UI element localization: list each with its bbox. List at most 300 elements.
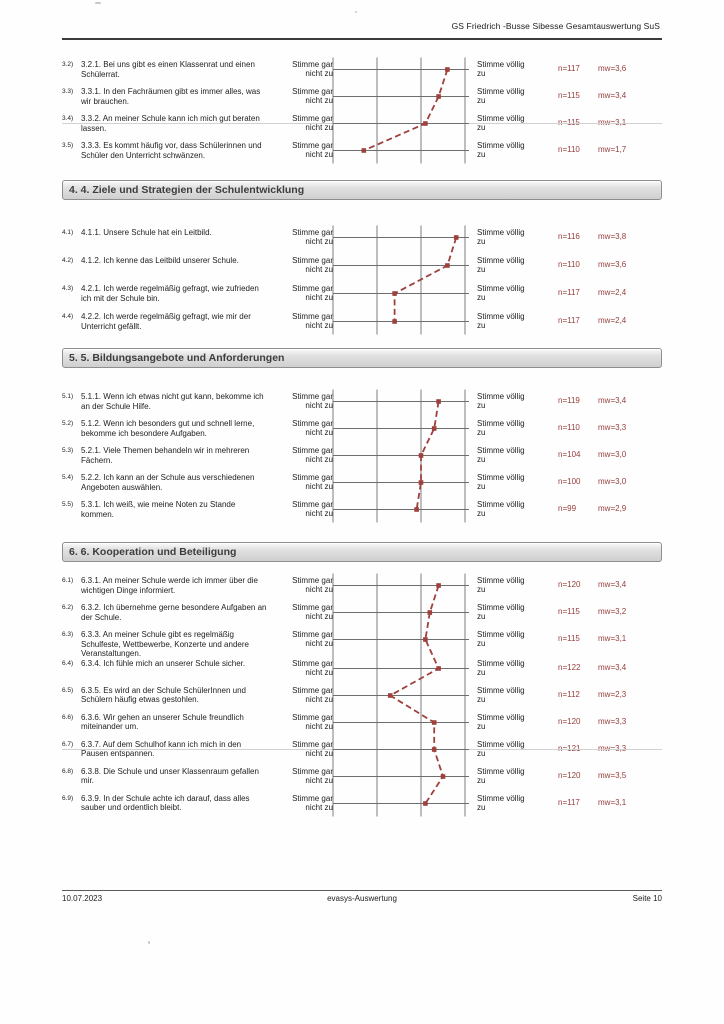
- scale-right-label-line2: zu: [477, 96, 486, 105]
- item-stats: [537, 686, 640, 699]
- question-row: [62, 141, 662, 168]
- footer-rule: [62, 890, 662, 891]
- scale-left-label: [277, 659, 333, 677]
- question-text: 3.3.1. In den Fachräumen gibt es immer alles, was wir brauchen.: [81, 87, 261, 106]
- scale-left-label-line2: nicht zu: [305, 321, 333, 330]
- scale-left-label: [277, 392, 333, 410]
- scale-left-label: [277, 767, 333, 785]
- question-ref: 5.3): [62, 447, 74, 454]
- question-ref: 6.8): [62, 767, 74, 775]
- question-ref: 6.2): [62, 604, 74, 611]
- scale-left-label-line1: Stimme gar: [292, 500, 333, 509]
- question-text: 6.3.9. In der Schule achte ich darauf, dass alles sauber und ordentlich bleibt.: [81, 793, 250, 813]
- stats-n: n=110: [558, 260, 580, 269]
- scale-right-label-line1: Stimme völlig: [477, 256, 525, 265]
- stats-n: n=121: [558, 743, 581, 753]
- stats-n: n=116: [558, 232, 580, 241]
- section-title: 5. 5. Bildungsangebote und Anforderungen: [69, 352, 285, 364]
- question-ref: 5.1): [62, 393, 74, 400]
- scale-left-label-line2: nicht zu: [305, 293, 333, 302]
- stats-n: n=120: [558, 770, 581, 780]
- question-ref: 5.4): [62, 474, 74, 481]
- chart-cell: [333, 603, 473, 623]
- question-text: 6.3.5. Es wird an der Schule SchülerInnen und Schülern häufig etwas gestohlen.: [81, 685, 246, 705]
- scale-right-label: [477, 500, 537, 518]
- question-row: [62, 713, 662, 740]
- question-row: [62, 87, 662, 114]
- footer-page-number: Seite 10: [632, 894, 662, 903]
- item-stats: [537, 141, 640, 154]
- question-ref: 3.3): [62, 88, 74, 95]
- chart-rows: [62, 392, 662, 527]
- scale-right-label: [477, 740, 537, 758]
- scale-left-label: [277, 500, 333, 518]
- stats-mw: mw=3,1: [598, 118, 627, 127]
- chart-cell: [333, 256, 473, 276]
- chart-cell: [333, 60, 473, 80]
- item-stats: [537, 312, 640, 325]
- scale-right-label: [477, 392, 537, 410]
- scale-right-label: [477, 576, 537, 594]
- question-row: [62, 794, 662, 821]
- scale-right-label-line1: Stimme völlig: [477, 658, 525, 668]
- scale-right-label-line1: Stimme völlig: [477, 228, 525, 237]
- report-body: [62, 40, 662, 821]
- scale-left-label-line2: nicht zu: [305, 237, 333, 246]
- stats-mw: mw=3,6: [598, 260, 627, 269]
- scale-right-label-line1: Stimme völlig: [477, 793, 525, 803]
- item-stats: [537, 446, 640, 459]
- question-row: [62, 256, 662, 284]
- stats-mw: mw=3,0: [598, 450, 627, 459]
- scale-left-label-line2: nicht zu: [305, 612, 333, 621]
- question-ref: 6.9): [62, 794, 74, 802]
- item-stats: [537, 576, 640, 589]
- scale-right-label-line1: Stimme völlig: [477, 312, 525, 321]
- scale-left-label-line1: Stimme gar: [292, 685, 333, 695]
- question-row: [62, 419, 662, 446]
- scale-right-label-line2: zu: [477, 237, 486, 246]
- question-row: [62, 473, 662, 500]
- scale-right-label-line1: Stimme völlig: [477, 419, 525, 428]
- question-text: 3.2.1. Bei uns gibt es einen Klassenrat und einen Schülerrat.: [81, 60, 255, 79]
- scale-left-label-line2: nicht zu: [305, 96, 333, 105]
- scale-left-label-line2: nicht zu: [305, 721, 333, 731]
- scale-right-label-line2: zu: [477, 509, 486, 518]
- question-text: 5.1.2. Wenn ich besonders gut und schnell lerne, bekomme ich besondere Aufgaben.: [81, 419, 255, 438]
- item-stats: [537, 713, 640, 726]
- section-header-bar: [62, 348, 662, 368]
- scale-right-label-line1: Stimme völlig: [477, 739, 525, 749]
- chart-cell: [333, 630, 473, 650]
- stats-n: n=120: [558, 716, 581, 726]
- question-ref: 6.4): [62, 659, 74, 667]
- scale-left-label: [277, 630, 333, 648]
- question-ref: 6.1): [62, 577, 74, 584]
- scale-left-label-line2: nicht zu: [305, 69, 333, 78]
- scale-left-label-line2: nicht zu: [305, 123, 333, 132]
- chart-cell: [333, 419, 473, 439]
- question-text: 5.2.1. Viele Themen behandeln wir in mehreren Fächern.: [81, 446, 250, 465]
- scale-left-label: [277, 446, 333, 464]
- scale-left-label: [277, 794, 333, 812]
- chart-cell: [333, 312, 473, 332]
- scale-left-label: [277, 576, 333, 594]
- item-stats: [537, 630, 640, 643]
- chart-cell: [333, 446, 473, 466]
- scale-left-label-line1: Stimme gar: [292, 603, 333, 612]
- scale-right-label-line2: zu: [477, 401, 486, 410]
- scale-right-label-line1: Stimme völlig: [477, 603, 525, 612]
- question-row: [62, 500, 662, 527]
- stats-n: n=115: [558, 118, 580, 127]
- chart-cell: [333, 500, 473, 520]
- scale-left-label-line1: Stimme gar: [292, 312, 333, 321]
- scale-right-label: [477, 419, 537, 437]
- scale-left-label: [277, 256, 333, 274]
- question-row: [62, 659, 662, 686]
- stats-n: n=110: [558, 145, 580, 154]
- stats-mw: mw=3,1: [598, 634, 627, 643]
- scan-speck: [148, 941, 150, 944]
- scale-left-label-line1: Stimme gar: [292, 473, 333, 482]
- scale-right-label: [477, 630, 537, 648]
- scale-left-label-line1: Stimme gar: [292, 284, 333, 293]
- stats-mw: mw=3,3: [598, 743, 627, 753]
- stats-n: n=99: [558, 504, 577, 513]
- scale-right-label-line2: zu: [477, 321, 486, 330]
- scale-left-label-line2: nicht zu: [305, 585, 333, 594]
- item-stats: [537, 473, 640, 486]
- footer-date: 10.07.2023: [62, 894, 103, 903]
- section-title: 4. 4. Ziele und Strategien der Schulentwicklung: [69, 184, 305, 196]
- stats-n: n=117: [558, 288, 580, 297]
- scale-right-label-line2: zu: [477, 123, 486, 132]
- scale-right-label: [477, 141, 537, 159]
- question-row: [62, 446, 662, 473]
- scale-right-label: [477, 87, 537, 105]
- scale-right-label: [477, 114, 537, 132]
- question-text: 4.1.1. Unsere Schule hat ein Leitbild.: [81, 228, 212, 237]
- item-stats: [537, 419, 640, 432]
- stats-mw: mw=3,4: [598, 396, 627, 405]
- scale-right-label-line2: zu: [477, 293, 486, 302]
- question-text: 6.3.7. Auf dem Schulhof kann ich mich in den Pausen entspannen.: [81, 739, 242, 759]
- item-stats: [537, 114, 640, 127]
- scale-right-label-line1: Stimme völlig: [477, 712, 525, 722]
- question-ref: 6.6): [62, 713, 74, 721]
- scale-left-label-line1: Stimme gar: [292, 712, 333, 722]
- stats-mw: mw=3,4: [598, 91, 627, 100]
- scale-right-label-line2: zu: [477, 775, 486, 785]
- scale-left-label: [277, 603, 333, 621]
- page-header: [62, 0, 662, 40]
- chart-cell: [333, 87, 473, 107]
- chart-cell: [333, 114, 473, 134]
- stats-n: n=122: [558, 662, 581, 672]
- chart-rows: [62, 228, 662, 340]
- scale-left-label-line1: Stimme gar: [292, 793, 333, 803]
- item-stats: [537, 740, 640, 753]
- question-text: 5.2.2. Ich kann an der Schule aus verschiedenen Angeboten auswählen.: [81, 473, 255, 492]
- chart-cell: [333, 284, 473, 304]
- stats-mw: mw=2,4: [598, 316, 627, 325]
- survey-section: [62, 348, 662, 527]
- scale-right-label: [477, 603, 537, 621]
- scale-right-label-line1: Stimme völlig: [477, 87, 525, 96]
- scale-right-label: [477, 228, 537, 246]
- item-stats: [537, 60, 640, 73]
- question-ref: 6.3): [62, 631, 74, 638]
- question-ref: 6.7): [62, 740, 74, 748]
- item-stats: [537, 256, 640, 269]
- stats-mw: mw=3,6: [598, 64, 627, 73]
- scale-left-label-line1: Stimme gar: [292, 576, 333, 585]
- scale-right-label: [477, 312, 537, 330]
- question-ref: 4.4): [62, 313, 74, 320]
- stats-mw: mw=2,4: [598, 288, 627, 297]
- scale-left-label: [277, 87, 333, 105]
- stats-n: n=115: [558, 634, 580, 643]
- question-ref: 6.5): [62, 686, 74, 694]
- scale-left-label: [277, 686, 333, 704]
- scale-left-label-line1: Stimme gar: [292, 256, 333, 265]
- section-header-bar: [62, 180, 662, 200]
- item-stats: [537, 659, 640, 672]
- scale-right-label-line2: zu: [477, 69, 486, 78]
- scale-right-label-line2: zu: [477, 455, 486, 464]
- question-row: [62, 312, 662, 340]
- scale-right-label-line1: Stimme völlig: [477, 576, 525, 585]
- stats-mw: mw=3,3: [598, 716, 627, 726]
- question-ref: 5.5): [62, 501, 74, 508]
- scale-right-label-line1: Stimme völlig: [477, 141, 525, 150]
- scale-left-label-line1: Stimme gar: [292, 114, 333, 123]
- question-row: [62, 284, 662, 312]
- scale-right-label: [477, 446, 537, 464]
- scale-left-label-line1: Stimme gar: [292, 630, 333, 639]
- question-row: [62, 767, 662, 794]
- scale-right-label-line2: zu: [477, 694, 486, 704]
- scale-right-label-line2: zu: [477, 721, 486, 731]
- stats-mw: mw=3,3: [598, 423, 627, 432]
- item-stats: [537, 392, 640, 405]
- header-title: GS Friedrich -Busse Sibesse Gesamtauswertung SuS: [451, 21, 660, 31]
- scale-left-label-line2: nicht zu: [305, 775, 333, 785]
- scale-left-label-line2: nicht zu: [305, 694, 333, 704]
- scale-left-label-line1: Stimme gar: [292, 766, 333, 776]
- scale-left-label-line2: nicht zu: [305, 667, 333, 677]
- chart-cell: [333, 228, 473, 248]
- question-text: 6.3.8. Die Schule und unser Klassenraum gefallen mir.: [81, 766, 259, 786]
- chart-cell: [333, 576, 473, 596]
- stats-mw: mw=3,8: [598, 232, 627, 241]
- scale-right-label-line1: Stimme völlig: [477, 630, 525, 639]
- item-stats: [537, 794, 640, 807]
- stats-n: n=115: [558, 91, 580, 100]
- scale-left-label: [277, 740, 333, 758]
- question-row: [62, 686, 662, 713]
- scale-left-label: [277, 60, 333, 78]
- chart-cell: [333, 473, 473, 493]
- chart-cell: [333, 713, 473, 733]
- stats-mw: mw=3,2: [598, 607, 627, 616]
- scale-left-label: [277, 114, 333, 132]
- scale-left-label-line2: nicht zu: [305, 401, 333, 410]
- question-row: [62, 740, 662, 767]
- stats-mw: mw=3,1: [598, 797, 627, 807]
- question-row: [62, 228, 662, 256]
- stats-n: n=110: [558, 423, 580, 432]
- stats-n: n=117: [558, 316, 580, 325]
- question-text: 3.3.2. An meiner Schule kann ich mich gut beraten lassen.: [81, 114, 260, 133]
- item-stats: [537, 767, 640, 780]
- scale-left-label-line2: nicht zu: [305, 428, 333, 437]
- scale-right-label: [477, 60, 537, 78]
- question-text: 4.1.2. Ich kenne das Leitbild unserer Schule.: [81, 256, 239, 265]
- chart-rows: [62, 60, 662, 168]
- question-ref: 3.5): [62, 142, 74, 149]
- page-footer: [62, 890, 662, 903]
- scale-right-label: [477, 473, 537, 491]
- question-text: 3.3.3. Es kommt häufig vor, dass Schülerinnen und Schüler den Unterricht schwänzen.: [81, 141, 262, 160]
- question-text: 6.3.1. An meiner Schule werde ich immer über die wichtigen Dinge informiert.: [81, 576, 258, 595]
- stats-n: n=115: [558, 607, 580, 616]
- survey-section: [62, 542, 662, 821]
- scale-left-label-line2: nicht zu: [305, 748, 333, 758]
- question-row: [62, 630, 662, 659]
- scale-left-label-line1: Stimme gar: [292, 419, 333, 428]
- scale-right-label-line1: Stimme völlig: [477, 473, 525, 482]
- scale-left-label-line2: nicht zu: [305, 455, 333, 464]
- scale-right-label-line2: zu: [477, 612, 486, 621]
- scale-left-label-line2: nicht zu: [305, 482, 333, 491]
- stats-mw: mw=2,9: [598, 504, 627, 513]
- scale-right-label-line2: zu: [477, 667, 486, 677]
- section-title: 6. 6. Kooperation und Beteiligung: [69, 546, 237, 558]
- scale-right-label: [477, 686, 537, 704]
- scale-left-label-line2: nicht zu: [305, 509, 333, 518]
- stats-n: n=112: [558, 689, 580, 699]
- scale-right-label: [477, 794, 537, 812]
- section-header-bar: [62, 542, 662, 562]
- chart-cell: [333, 141, 473, 161]
- chart-cell: [333, 686, 473, 706]
- chart-cell: [333, 659, 473, 679]
- scale-right-label: [477, 284, 537, 302]
- scale-left-label: [277, 419, 333, 437]
- scale-left-label-line1: Stimme gar: [292, 392, 333, 401]
- stats-n: n=100: [558, 477, 581, 486]
- scale-right-label-line2: zu: [477, 265, 486, 274]
- scale-left-label-line2: nicht zu: [305, 150, 333, 159]
- question-ref: 3.4): [62, 115, 74, 122]
- stats-n: n=117: [558, 64, 580, 73]
- question-ref: 3.2): [62, 61, 74, 68]
- scale-right-label-line1: Stimme völlig: [477, 446, 525, 455]
- scale-right-label-line2: zu: [477, 748, 486, 758]
- scale-left-label-line1: Stimme gar: [292, 141, 333, 150]
- scale-left-label: [277, 141, 333, 159]
- question-text: 5.1.1. Wenn ich etwas nicht gut kann, bekomme ich an der Schule Hilfe.: [81, 392, 264, 411]
- question-text: 6.3.3. An meiner Schule gibt es regelmäßig Schulfeste, Wettbewerbe, Konzerte und andere Veranstaltungen.: [81, 630, 249, 659]
- scale-left-label: [277, 284, 333, 302]
- scale-left-label-line1: Stimme gar: [292, 658, 333, 668]
- chart-cell: [333, 392, 473, 412]
- item-stats: [537, 284, 640, 297]
- scale-right-label: [477, 659, 537, 677]
- scale-left-label: [277, 312, 333, 330]
- survey-section: [62, 180, 662, 340]
- chart-cell: [333, 794, 473, 814]
- question-row: [62, 392, 662, 419]
- scale-right-label-line1: Stimme völlig: [477, 766, 525, 776]
- scale-right-label: [477, 767, 537, 785]
- scale-right-label-line1: Stimme völlig: [477, 284, 525, 293]
- scale-left-label-line1: Stimme gar: [292, 446, 333, 455]
- chart-cell: [333, 740, 473, 760]
- scale-left-label-line2: nicht zu: [305, 265, 333, 274]
- stats-n: n=120: [558, 580, 581, 589]
- footer-center-text: evasys-Auswertung: [327, 894, 397, 903]
- scale-left-label: [277, 473, 333, 491]
- scale-left-label-line2: nicht zu: [305, 802, 333, 812]
- question-ref: 5.2): [62, 420, 74, 427]
- item-stats: [537, 603, 640, 616]
- stats-mw: mw=1,7: [598, 145, 627, 154]
- scale-left-label: [277, 228, 333, 246]
- item-stats: [537, 500, 640, 513]
- scale-left-label: [277, 713, 333, 731]
- stats-n: n=104: [558, 450, 581, 459]
- scale-left-label-line2: nicht zu: [305, 639, 333, 648]
- scale-right-label-line2: zu: [477, 802, 486, 812]
- stats-mw: mw=3,5: [598, 770, 627, 780]
- scale-right-label-line2: zu: [477, 428, 486, 437]
- question-text: 6.3.2. Ich übernehme gerne besondere Aufgaben an der Schule.: [81, 603, 267, 622]
- scale-right-label-line1: Stimme völlig: [477, 392, 525, 401]
- stats-mw: mw=2,3: [598, 689, 627, 699]
- scale-right-label-line1: Stimme völlig: [477, 685, 525, 695]
- scale-right-label-line2: zu: [477, 150, 486, 159]
- scale-right-label-line1: Stimme völlig: [477, 60, 525, 69]
- question-ref: 4.3): [62, 285, 74, 292]
- stats-n: n=117: [558, 797, 580, 807]
- question-row: [62, 60, 662, 87]
- question-ref: 4.1): [62, 229, 74, 236]
- question-text: 4.2.1. Ich werde regelmäßig gefragt, wie zufrieden ich mit der Schule bin.: [81, 284, 259, 303]
- question-text: 6.3.4. Ich fühle mich an unserer Schule sicher.: [81, 658, 246, 668]
- item-stats: [537, 228, 640, 241]
- scale-right-label: [477, 713, 537, 731]
- stats-mw: mw=3,4: [598, 580, 627, 589]
- question-row: [62, 603, 662, 630]
- stats-n: n=119: [558, 396, 580, 405]
- scale-right-label-line2: zu: [477, 482, 486, 491]
- chart-rows: [62, 576, 662, 821]
- scale-right-label-line1: Stimme völlig: [477, 114, 525, 123]
- scale-right-label-line1: Stimme völlig: [477, 500, 525, 509]
- question-row: [62, 576, 662, 603]
- scale-left-label-line1: Stimme gar: [292, 60, 333, 69]
- chart-cell: [333, 767, 473, 787]
- scale-right-label-line2: zu: [477, 585, 486, 594]
- scale-right-label: [477, 256, 537, 274]
- question-text: 5.3.1. Ich weiß, wie meine Noten zu Stande kommen.: [81, 500, 236, 519]
- scale-left-label-line1: Stimme gar: [292, 228, 333, 237]
- item-stats: [537, 87, 640, 100]
- survey-section: [62, 60, 662, 168]
